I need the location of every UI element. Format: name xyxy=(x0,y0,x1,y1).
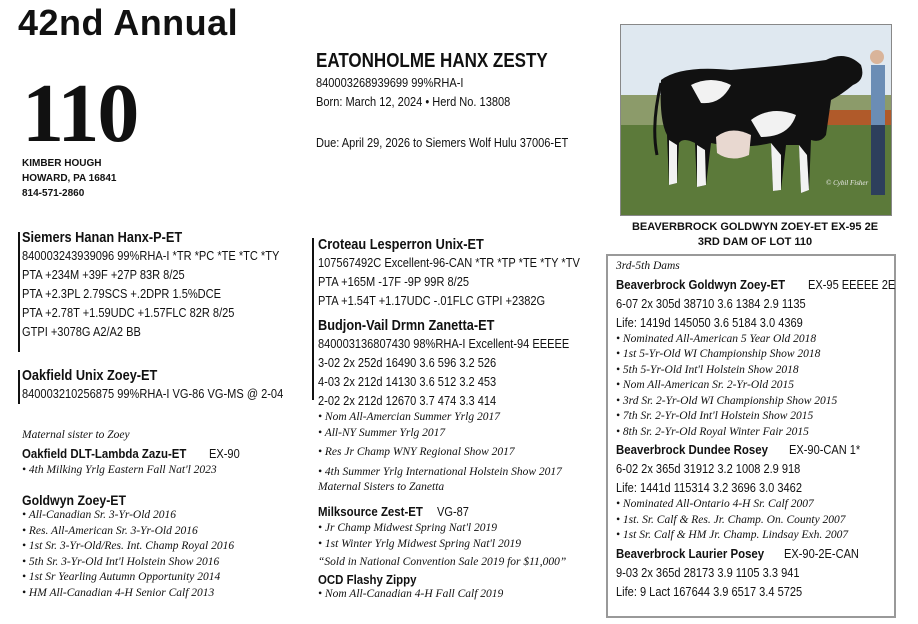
consignor-name: KIMBER HOUGH xyxy=(22,158,102,169)
zoey-name: Beaverbrock Goldwyn Zoey-ET xyxy=(616,276,786,292)
milksource-score: VG-87 xyxy=(437,504,470,519)
animal-info xyxy=(316,50,589,111)
sire-line: PTA +2.3PL 2.79SCS +.2DPR 1.5%DCE xyxy=(22,286,222,301)
sire-bracket xyxy=(18,232,20,352)
animal-name: EATONHOLME HANX ZESTY xyxy=(316,50,548,72)
maternal-sister-name: Oakfield DLT-Lambda Zazu-ET xyxy=(22,445,187,461)
goldwyn-zoey-bullet: • All-Canadian Sr. 3-Yr-Old 2016 xyxy=(22,509,177,521)
posey-name: Beaverbrock Laurier Posey xyxy=(616,545,765,561)
rosey-bullet: • 1st. Sr. Calf & Res. Jr. Champ. On. County 2007 xyxy=(616,513,846,526)
sire-line: 840003243939096 99%RHA-I *TR *PC *TE *TC *TY xyxy=(22,248,280,263)
dams-content xyxy=(616,259,911,601)
second-dam-bullet: • Res Jr Champ WNY Regional Show 2017 xyxy=(318,446,515,458)
sire-block xyxy=(22,229,325,341)
second-dam-bullet: • 4th Summer Yrlg International Holstein Show 2017 xyxy=(318,465,562,478)
goldwyn-zoey-bullet: • Res. All-American Sr. 3-Yr-Old 2016 xyxy=(22,524,198,537)
dam-block xyxy=(22,367,329,403)
goldwyn-zoey-bullet: • 5th Sr. 3-Yr-Old Int'l Holstein Show 2016 xyxy=(22,555,220,568)
posey-record: 9-03 2x 365d 28173 3.9 1105 3.3 941 xyxy=(616,564,800,580)
zoey-bullet: • Nom All-American Sr. 2-Yr-Old 2015 xyxy=(616,379,794,391)
milksource-bullet: • Jr Champ Midwest Spring Nat'l 2019 xyxy=(318,522,497,534)
second-dam-line: 4-03 2x 212d 14130 3.6 512 3.2 453 xyxy=(318,374,497,389)
lot-number: 110 xyxy=(22,67,138,160)
zoey-record: 6-07 2x 305d 38710 3.6 1384 2.9 1135 xyxy=(616,295,806,311)
maternal-sister-block xyxy=(22,428,245,478)
mgs-line: 107567492C Excellent-96-CAN *TR *TP *TE *TY *TV xyxy=(318,255,580,270)
dam-bracket xyxy=(18,370,20,404)
second-dam-line: 2-02 2x 212d 12670 3.7 474 3.3 414 xyxy=(318,393,497,408)
posey-life: Life: 9 Lact 167644 3.9 6517 3.4 5725 xyxy=(616,583,803,599)
zoey-score: EX-95 EEEEE 2E xyxy=(808,276,896,292)
zoey-bullet: • 8th Sr. 2-Yr-Old Royal Winter Fair 2015 xyxy=(616,425,809,438)
mgs-block xyxy=(318,236,626,310)
sire-line: GTPI +3078G A2/A2 BB xyxy=(22,324,141,339)
due-date: Due: April 29, 2026 to Siemers Wolf Hulu 37006-ET xyxy=(316,135,569,150)
rosey-score: EX-90-CAN 1* xyxy=(788,442,860,457)
milksource-block xyxy=(318,502,566,571)
cow-illustration xyxy=(621,25,891,215)
photo-watermark: © Cybil Fisher xyxy=(826,179,869,187)
maternal-sister-label: Maternal sister to Zoey xyxy=(22,429,130,441)
sire-name: Siemers Hanan Hanx-P-ET xyxy=(22,229,183,246)
ocd-bullet: • Nom All-Canadian 4-H Fall Calf 2019 xyxy=(318,588,504,600)
goldwyn-zoey-bullet: • 1st Sr Yearling Autumn Opportunity 2014 xyxy=(22,571,221,583)
milksource-name: Milksource Zest-ET xyxy=(318,504,423,519)
goldwyn-zoey-block xyxy=(22,492,234,601)
ocd-block xyxy=(318,572,503,603)
photo-caption xyxy=(620,220,890,250)
posey-score: EX-90-2E-CAN xyxy=(784,545,860,561)
mgs-bracket xyxy=(312,238,314,320)
rosey-bullet: • Nominated All-Ontario 4-H Sr. Calf 2007 xyxy=(616,498,814,510)
zoey-bullet: • 7th Sr. 2-Yr-Old Int'l Holstein Show 2015 xyxy=(616,410,814,422)
mgs-name: Croteau Lesperron Unix-ET xyxy=(318,236,484,253)
milksource-sold: “Sold in National Convention Sale 2019 for $11,000” xyxy=(318,556,567,568)
consignor-phone: 814-571-2860 xyxy=(22,188,85,199)
mgs-line: PTA +1.54T +1.17UDC -.01FLC GTPI +2382G xyxy=(318,293,546,308)
sire-line: PTA +234M +39F +27P 83R 8/25 xyxy=(22,267,185,282)
rosey-name: Beaverbrock Dundee Rosey xyxy=(616,442,768,457)
zoey-bullet: • 3rd Sr. 2-Yr-Old WI Championship Show 2015 xyxy=(616,394,838,407)
second-dam-line: 840003136807430 98%RHA-I Excellent-94 EEEEE xyxy=(318,336,570,351)
second-dam-block xyxy=(318,317,614,496)
second-dam-bullet: • All-NY Summer Yrlg 2017 xyxy=(318,426,446,439)
zoey-bullet: • 5th 5-Yr-Old Int'l Holstein Show 2018 xyxy=(616,363,799,376)
ocd-name: OCD Flashy Zippy xyxy=(318,572,417,587)
mgs-line: PTA +165M -17F -9P 99R 8/25 xyxy=(318,274,470,289)
zoey-bullet: • Nominated All-American 5 Year Old 2018 xyxy=(616,332,817,345)
milksource-bullet: • 1st Winter Yrlg Midwest Spring Nat'l 2019 xyxy=(318,537,521,550)
rosey-life: Life: 1441d 115314 3.2 3696 3.0 3462 xyxy=(616,480,802,495)
dam-name: Oakfield Unix Zoey-ET xyxy=(22,367,158,384)
second-dam-bracket xyxy=(312,320,314,400)
zoey-bullet: • 1st 5-Yr-Old WI Championship Show 2018 xyxy=(616,348,821,360)
sale-title: 42nd Annual xyxy=(18,2,239,43)
second-dam-bullet: • Nom All-Amercian Summer Yrlg 2017 xyxy=(318,411,500,423)
dams-label: 3rd-5th Dams xyxy=(616,260,680,272)
maternal-sister-score: EX-90 xyxy=(208,445,240,461)
sisters-label: Maternal Sisters to Zanetta xyxy=(318,481,445,493)
goldwyn-zoey-bullet: • 1st Sr. 3-Yr-Old/Res. Int. Champ Royal 2016 xyxy=(22,540,235,552)
caption-line-1: BEAVERBROCK GOLDWYN ZOEY-ET EX-95 2E xyxy=(631,221,879,233)
animal-registration: 840003268939699 99%RHA-I xyxy=(316,75,464,90)
sire-line: PTA +2.78T +1.59UDC +1.57FLC 82R 8/25 xyxy=(22,305,235,320)
second-dam-name: Budjon-Vail Drmn Zanetta-ET xyxy=(318,317,495,334)
rosey-bullet: • 1st Sr. Calf & HM Jr. Champ. Lindsay Exh. 2007 xyxy=(616,529,849,541)
zoey-life: Life: 1419d 145050 3.6 5184 3.0 4369 xyxy=(616,314,803,330)
caption-line-2: 3RD DAM OF LOT 110 xyxy=(697,236,813,248)
maternal-sister-bullet: • 4th Milking Yrlg Eastern Fall Nat'l 2023 xyxy=(22,463,217,476)
cow-photo xyxy=(620,24,892,216)
dam-line: 840003210256875 99%RHA-I VG-86 VG-MS @ 2-04 xyxy=(22,386,284,401)
goldwyn-zoey-bullet: • HM All-Canadian 4-H Senior Calf 2013 xyxy=(22,586,215,599)
consignor-address: HOWARD, PA 16841 xyxy=(22,173,117,184)
rosey-record: 6-02 2x 365d 31912 3.2 1008 2.9 918 xyxy=(616,461,801,476)
goldwyn-zoey-name: Goldwyn Zoey-ET xyxy=(22,492,127,508)
animal-born: Born: March 12, 2024 • Herd No. 13808 xyxy=(316,94,511,109)
consignor-info xyxy=(22,156,116,201)
second-dam-line: 3-02 2x 252d 16490 3.6 596 3.2 526 xyxy=(318,355,497,370)
